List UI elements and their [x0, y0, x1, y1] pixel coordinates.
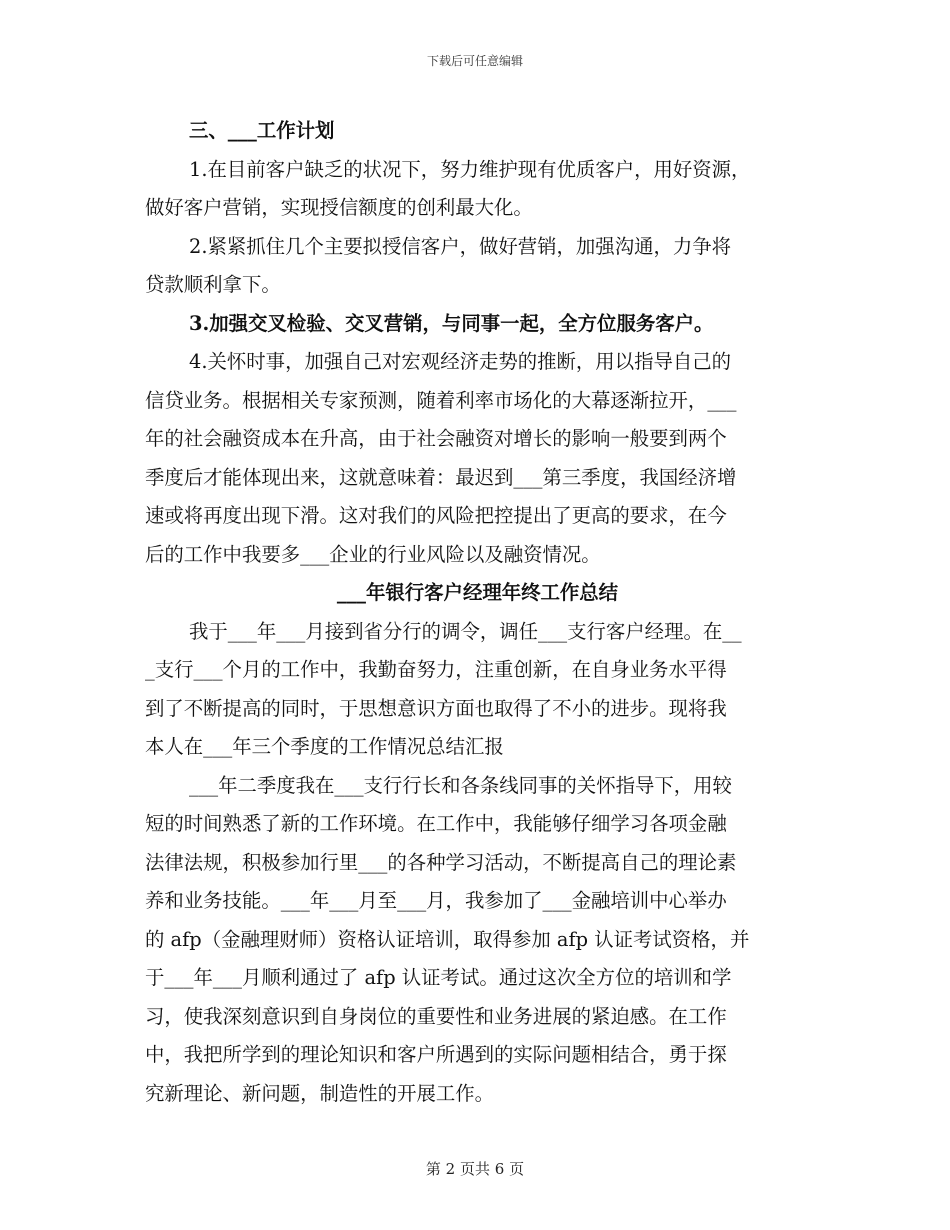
- text-line: _支行___个月的工作中，我勤奋努力，注重创新，在自身业务水平得: [145, 658, 727, 681]
- text-line: ___年二季度我在___支行行长和各条线同事的关怀指导下，用较: [189, 773, 732, 797]
- bold-text-line: 三、___工作计划: [189, 119, 335, 142]
- page-footer: 第 2 页共 6 页: [425, 1160, 525, 1178]
- text-line: 我于___年___月接到省分行的调令，调任___支行客户经理。在__: [189, 619, 742, 643]
- text-line: 习，使我深刻意识到自身岗位的重要性和业务进展的紧迫感。在工作: [145, 1004, 727, 1028]
- text-line: 中，我把所学到的理论知识和客户所遇到的实际问题相结合，勇于探: [145, 1043, 727, 1066]
- text-line: 年的社会融资成本在升高，由于社会融资对增长的影响一般要到两个: [145, 427, 727, 450]
- document-body: [145, 112, 810, 1113]
- text-line: 季度后才能体现出来，这就意味着：最迟到___第三季度，我国经济增: [145, 465, 737, 489]
- page-header: 下载后可任意编辑: [426, 54, 523, 68]
- text-line: 1.在目前客户缺乏的状况下，努力维护现有优质客户，用好资源，: [189, 157, 751, 181]
- text-line: 法律法规，积极参加行里___的各种学习活动，不断提高自己的理论素: [145, 850, 737, 874]
- section-title: ___年银行客户经理年终工作总结: [336, 581, 619, 604]
- text-line: 后的工作中我要多___企业的行业风险以及融资情况。: [145, 542, 601, 566]
- text-line: 养和业务技能。___年___月至___月，我参加了___金融培训中心举办: [145, 889, 727, 912]
- text-line: 贷款顺利拿下。: [145, 273, 281, 296]
- bold-text-line: 3.加强交叉检验、交叉营销，与同事一起，全方位服务客户。: [189, 311, 714, 335]
- text-line: 速或将再度出现下滑。这对我们的风险把控提出了更高的要求，在今: [145, 504, 727, 527]
- text-line: 本人在___年三个季度的工作情况总结汇报: [145, 735, 504, 758]
- text-line: 4.关怀时事，加强自己对宏观经济走势的推断，用以指导自己的: [189, 350, 732, 373]
- text-line: 于___年___月顺利通过了 afp 认证考试。通过这次全方位的培训和学: [145, 966, 732, 989]
- text-line: 信贷业务。根据相关专家预测，随着利率市场化的大幕逐渐拉开，___: [145, 388, 737, 412]
- text-line: 做好客户营销，实现授信额度的创利最大化。: [145, 196, 533, 219]
- text-line: 究新理论、新问题，制造性的开展工作。: [145, 1081, 495, 1105]
- text-line: 到了不断提高的同时，于思想意识方面也取得了不小的进步。现将我: [145, 696, 727, 720]
- text-line: 2.紧紧抓住几个主要拟授信客户，做好营销，加强沟通，力争将: [189, 234, 732, 258]
- text-line: 短的时间熟悉了新的工作环境。在工作中，我能够仔细学习各项金融: [145, 812, 727, 835]
- text-line: 的 afp（金融理财师）资格认证培训，取得参加 afp 认证考试资格，并: [145, 927, 750, 951]
